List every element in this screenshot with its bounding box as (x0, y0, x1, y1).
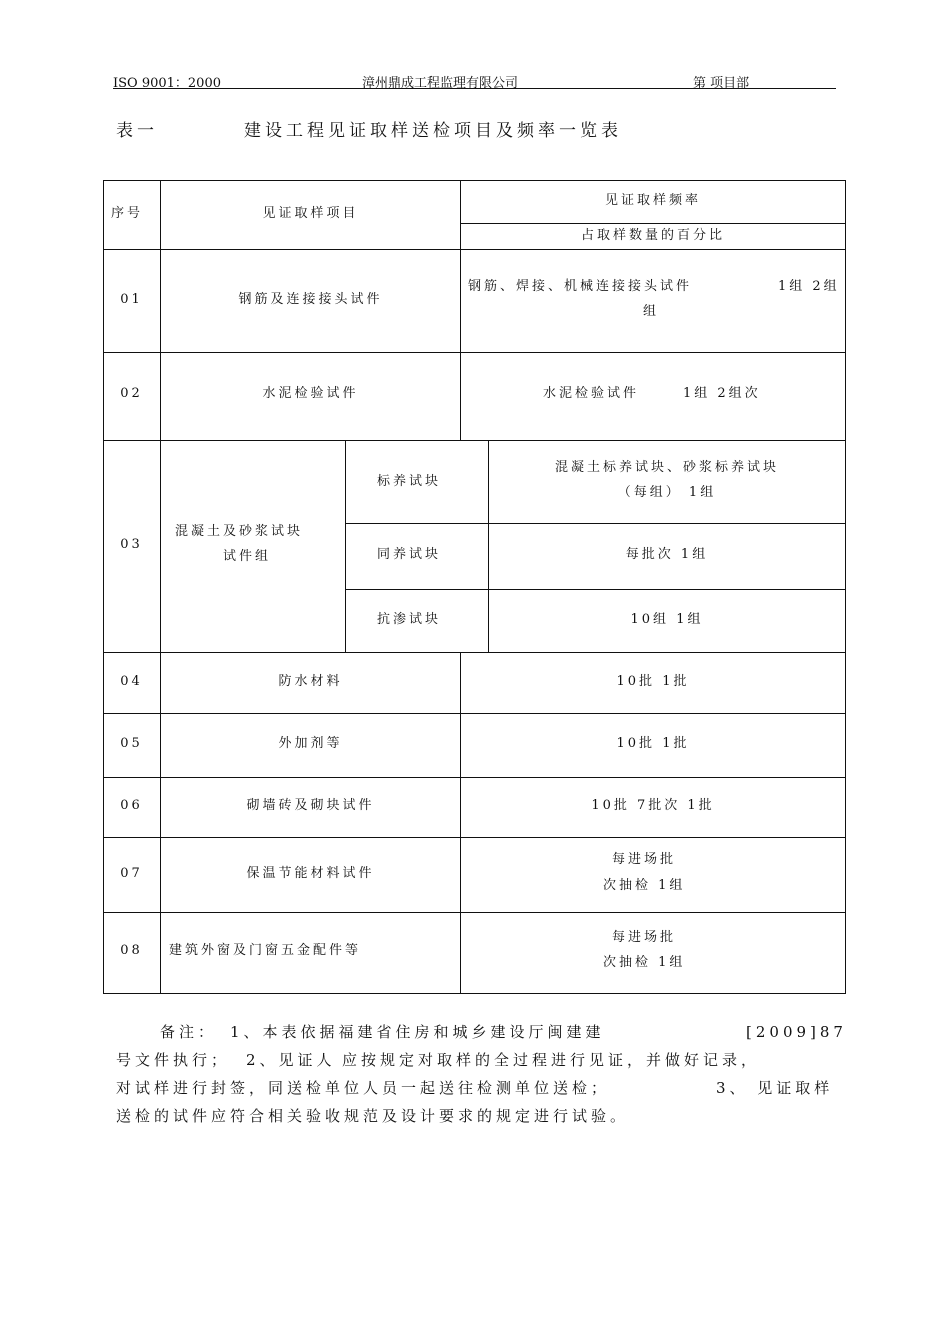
row-02-no: 02 (120, 386, 143, 401)
header-standard: ISO 9001：2000 (113, 76, 221, 91)
row-08-no: 08 (120, 943, 143, 958)
remarks-label: 备注： (160, 1023, 218, 1041)
header-rule (113, 88, 836, 89)
row-03-sub2-label: 同养试块 (377, 547, 442, 562)
row-04-no: 04 (120, 674, 143, 689)
row-divider-03 (103, 652, 846, 653)
row-06-item: 砌墙砖及砌块试件 (246, 798, 375, 813)
row-05-freq: 10批 1批 (616, 736, 690, 751)
row-03-sub1-val-line2: （每组） 1组 (617, 485, 717, 500)
row-06-freq: 10批 7批次 1批 (591, 798, 715, 813)
row-03-item-line1: 混凝土及砂浆试块 (175, 524, 304, 539)
row-divider-07 (103, 912, 846, 913)
remarks-line2a: 号文件执行； (116, 1051, 231, 1069)
row-01-freq-val: 1组 2组 (778, 279, 840, 294)
row-06-no: 06 (120, 798, 143, 813)
row-02-freq-val: 1组 2组次 (683, 386, 761, 401)
row-divider-06 (103, 837, 846, 838)
sampling-table (103, 180, 846, 994)
remarks-doc-ref: [2009]87 (746, 1023, 847, 1041)
row-divider-01 (103, 352, 846, 353)
row-01-item: 钢筋及连接接头试件 (238, 292, 383, 307)
col-header-no: 序号 (111, 206, 144, 221)
row-04-freq: 10批 1批 (616, 674, 690, 689)
row-divider-05 (103, 777, 846, 778)
table-border-right (845, 180, 846, 994)
row-05-no: 05 (120, 736, 143, 751)
remarks-line1: 1、本表依据福建省住房和城乡建设厅闽建建 (230, 1023, 605, 1041)
col-divider-freq-upper (460, 180, 461, 440)
col-header-freq: 见证取样频率 (604, 193, 701, 208)
remarks-line2b: 2、见证人 (246, 1051, 336, 1069)
row-divider-03a (345, 523, 846, 524)
col-header-item: 见证取样项目 (262, 206, 359, 221)
row-02-item: 水泥检验试件 (262, 386, 359, 401)
row-07-no: 07 (120, 866, 143, 881)
remarks-line2c: 应按规定对取样的全过程进行见证，并做好记录， (342, 1051, 761, 1069)
row-08-freq-line2: 次抽检 1组 (603, 955, 686, 970)
row-07-freq-line2: 次抽检 1组 (603, 878, 686, 893)
table-border-top (103, 180, 846, 181)
row-07-freq-line1: 每进场批 (612, 852, 677, 867)
row-08-item: 建筑外窗及门窗五金配件等 (169, 943, 362, 958)
row-07-item: 保温节能材料试件 (246, 866, 375, 881)
row-05-item: 外加剂等 (278, 736, 343, 751)
header-company: 漳州鼎成工程监理有限公司 (362, 76, 519, 91)
row-02-freq-desc: 水泥检验试件 (543, 386, 640, 401)
doc-title: 建设工程见证取样送检项目及频率一览表 (244, 121, 622, 141)
row-divider-04 (103, 713, 846, 714)
row-08-freq-line1: 每进场批 (612, 930, 677, 945)
remarks-line4: 送检的试件应符合相关验收规范及设计要求的规定进行试验。 (116, 1107, 630, 1125)
row-03-sub1-val-line1: 混凝土标养试块、砂浆标养试块 (554, 460, 779, 475)
row-01-no: 01 (120, 292, 143, 307)
col-divider-freq-lower (460, 652, 461, 994)
row-04-item: 防水材料 (278, 674, 343, 689)
row-01-freq-desc: 钢筋、焊接、机械连接接头试件 (468, 279, 693, 294)
row-03-sub2-val: 每批次 1组 (625, 547, 709, 562)
row-03-item-line2: 试件组 (223, 549, 272, 564)
row-divider-02 (103, 440, 846, 441)
row-01-freq-tail: 组 (643, 304, 660, 319)
row-divider-header (103, 249, 846, 250)
table-border-bottom (103, 993, 846, 994)
row-03-sub3-val: 10组 1组 (630, 612, 704, 627)
row-03-sub3-label: 抗渗试块 (377, 612, 442, 627)
row-divider-03b (345, 589, 846, 590)
col-header-freq-percent: 占取样数量的百分比 (580, 228, 725, 243)
header-dept: 第 项目部 (693, 76, 750, 91)
remarks-line3b: 3、 见证取样 (716, 1079, 834, 1097)
col-divider-sub-item (345, 440, 346, 652)
table-label: 表一 (116, 121, 158, 141)
row-03-no: 03 (120, 537, 143, 552)
remarks-line3a: 对试样进行封签，同送检单位人员一起送往检测单位送检； (116, 1079, 611, 1097)
row-03-sub1-label: 标养试块 (377, 474, 442, 489)
